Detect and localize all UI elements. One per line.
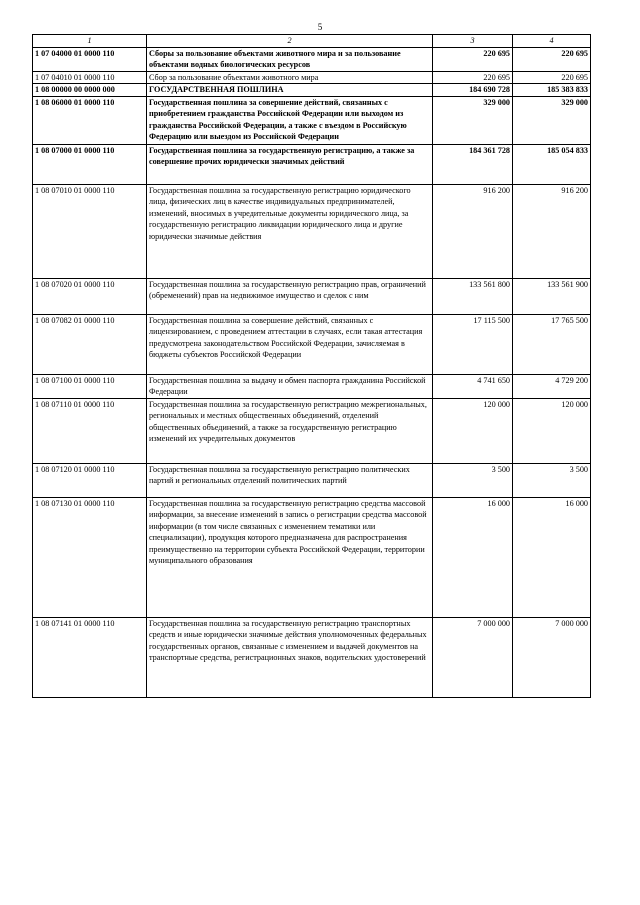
row-name: Сборы за пользование объектами животного мира и за пользование объектами водных биологических ресурсов <box>147 47 433 71</box>
table-row <box>33 84 591 97</box>
row-code: 1 08 00000 00 0000 000 <box>33 84 147 97</box>
row-value-year1: 7 000 000 <box>433 617 513 697</box>
table-row <box>33 184 591 278</box>
row-code: 1 08 07000 01 0000 110 <box>33 144 147 184</box>
table-row <box>33 314 591 374</box>
row-value-year2: 7 000 000 <box>513 617 591 697</box>
column-number: 4 <box>513 35 591 48</box>
row-value-year1: 17 115 500 <box>433 314 513 374</box>
row-code: 1 08 07100 01 0000 110 <box>33 374 147 398</box>
row-name: Государственная пошлина за государственную регистрацию политических партий и региональных отделений политических партий <box>147 463 433 497</box>
row-name: Государственная пошлина за государственную регистрацию прав, ограничений (обременений) прав на недвижимое имущество и сделок с ним <box>147 278 433 314</box>
row-name: Государственная пошлина за государственную регистрацию, а также за совершение прочих юридически значимых действий <box>147 144 433 184</box>
table-row <box>33 617 591 697</box>
page-number: 5 <box>317 22 323 32</box>
table-row <box>33 374 591 398</box>
row-value-year1: 184 361 728 <box>433 144 513 184</box>
revenue-table <box>32 34 591 698</box>
table-row <box>33 71 591 84</box>
row-name: Сбор за пользование объектами животного мира <box>147 71 433 84</box>
row-code: 1 08 07141 01 0000 110 <box>33 617 147 697</box>
row-name: Государственная пошлина за выдачу и обмен паспорта гражданина Российской Федерации <box>147 374 433 398</box>
row-name: Государственная пошлина за государственную регистрацию транспортных средств и иные юридически значимые действия уполномоченных федеральных государственных органов, связанные с изменением и выдачей документов на транспортные средства, регистрационных знаков, водительских удостоверений <box>147 617 433 697</box>
row-code: 1 08 07130 01 0000 110 <box>33 497 147 617</box>
row-value-year2: 4 729 200 <box>513 374 591 398</box>
row-value-year1: 3 500 <box>433 463 513 497</box>
row-code: 1 08 06000 01 0000 110 <box>33 96 147 144</box>
row-code: 1 08 07020 01 0000 110 <box>33 278 147 314</box>
row-code: 1 08 07120 01 0000 110 <box>33 463 147 497</box>
row-value-year2: 329 000 <box>513 96 591 144</box>
table-row <box>33 278 591 314</box>
row-code: 1 08 07110 01 0000 110 <box>33 398 147 463</box>
row-value-year1: 133 561 800 <box>433 278 513 314</box>
row-value-year2: 16 000 <box>513 497 591 617</box>
row-name: Государственная пошлина за совершение действий, связанных с приобретением гражданства Российской Федерации или выходом из гражданства Российской Федерации, а также с въездом в Российскую Федерацию или выездом из Российской Федерации <box>147 96 433 144</box>
row-value-year2: 185 054 833 <box>513 144 591 184</box>
column-number-row <box>33 35 591 48</box>
column-number: 1 <box>33 35 147 48</box>
row-name: Государственная пошлина за совершение действий, связанных с лицензированием, с проведением аттестации в случаях, если такая аттестация предусмотрена законодательством Российской Федерации, зачисляемая в бюджеты субъектов Российской Федерации <box>147 314 433 374</box>
table-row <box>33 398 591 463</box>
table-row <box>33 497 591 617</box>
row-value-year2: 220 695 <box>513 47 591 71</box>
row-code: 1 07 04000 01 0000 110 <box>33 47 147 71</box>
row-code: 1 07 04010 01 0000 110 <box>33 71 147 84</box>
row-value-year1: 16 000 <box>433 497 513 617</box>
row-name: Государственная пошлина за государственную регистрацию средства массовой информации, за внесение изменений в запись о регистрации средства массовой информации (в том числе связанных с изменением тематики или специализации), продукция которого предназначена для распространения преимущественно на территории субъекта Российской Федерации, территории муниципального образования <box>147 497 433 617</box>
row-code: 1 08 07010 01 0000 110 <box>33 184 147 278</box>
table-row <box>33 463 591 497</box>
row-value-year1: 220 695 <box>433 47 513 71</box>
row-name: Государственная пошлина за государственную регистрацию межрегиональных, региональных и местных общественных объединений, отделений общественных объединений, а также за государственную регистрацию изменений их учредительных документов <box>147 398 433 463</box>
row-name: ГОСУДАРСТВЕННАЯ ПОШЛИНА <box>147 84 433 97</box>
table-row <box>33 96 591 144</box>
row-value-year2: 185 383 833 <box>513 84 591 97</box>
row-name: Государственная пошлина за государственную регистрацию юридического лица, физических лиц в качестве индивидуальных предпринимателей, изменений, вносимых в учредительные документы юридического лица, за государственную регистрацию ликвидации юридического лица и другие юридически значимые действия <box>147 184 433 278</box>
row-value-year1: 916 200 <box>433 184 513 278</box>
row-value-year2: 17 765 500 <box>513 314 591 374</box>
row-value-year2: 916 200 <box>513 184 591 278</box>
table-row <box>33 47 591 71</box>
row-value-year2: 220 695 <box>513 71 591 84</box>
row-value-year2: 3 500 <box>513 463 591 497</box>
column-number: 2 <box>147 35 433 48</box>
row-value-year2: 133 561 900 <box>513 278 591 314</box>
column-number: 3 <box>433 35 513 48</box>
row-value-year2: 120 000 <box>513 398 591 463</box>
row-value-year1: 4 741 650 <box>433 374 513 398</box>
table-row <box>33 144 591 184</box>
row-value-year1: 329 000 <box>433 96 513 144</box>
row-value-year1: 184 690 728 <box>433 84 513 97</box>
row-value-year1: 220 695 <box>433 71 513 84</box>
row-value-year1: 120 000 <box>433 398 513 463</box>
row-code: 1 08 07082 01 0000 110 <box>33 314 147 374</box>
